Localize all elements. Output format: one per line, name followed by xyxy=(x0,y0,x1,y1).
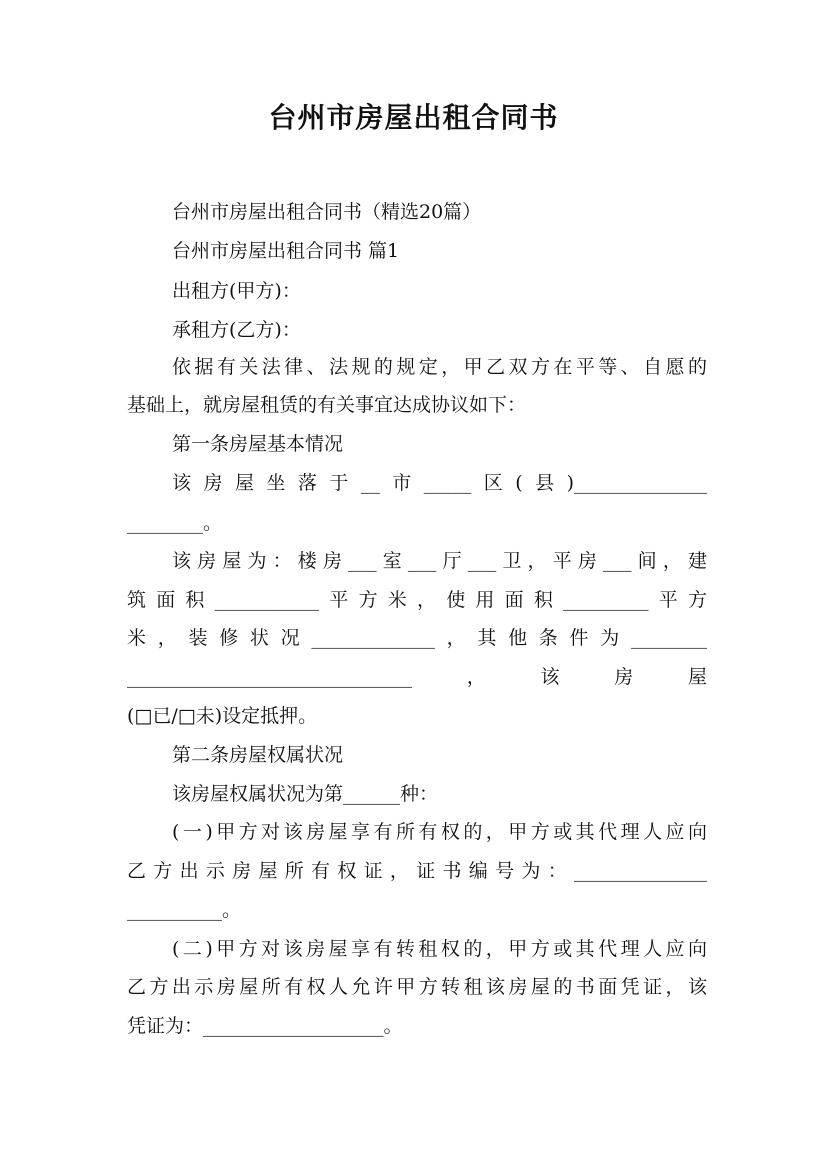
paragraph-line: 依据有关法律、法规的规定，甲乙双方在平等、自愿的 xyxy=(172,356,707,378)
paragraph-line: 米，装修状况_____________，其他条件为________ xyxy=(127,627,707,649)
paragraph-line: 筑面积___________平方米，使用面积_________平方 xyxy=(127,589,707,611)
paragraph-line: 该房屋坐落于__市_____区(县)______________ xyxy=(172,472,707,494)
paragraph-line: 该房屋权属状况为第______种： xyxy=(172,783,439,805)
paragraph-line: 该房屋为：楼房___室___厅___卫，平房___间，建 xyxy=(172,550,707,572)
section-heading: 台州市房屋出租合同书 篇1 xyxy=(172,240,400,262)
document-title: 台州市房屋出租合同书 xyxy=(268,101,559,134)
subtitle-line: 台州市房屋出租合同书（精选20篇） xyxy=(172,201,482,223)
lessee-line: 承租方(乙方)： xyxy=(172,319,301,341)
paragraph-line: 基础上，就房屋租赁的有关事宜达成协议如下： xyxy=(127,394,527,416)
paragraph-line: (□已/□未)设定抵押。 xyxy=(127,705,318,727)
article-heading: 第一条房屋基本情况 xyxy=(172,433,344,455)
paragraph-line: (二)甲方对该房屋享有转租权的，甲方或其代理人应向 xyxy=(172,938,707,960)
paragraph-line: ______________________________，该房屋 xyxy=(127,666,707,688)
paragraph-line: __________。 xyxy=(127,899,242,921)
lessor-line: 出租方(甲方)： xyxy=(172,280,301,302)
paragraph-line: ________。 xyxy=(127,512,223,534)
paragraph-line: 乙方出示房屋所有权人允许甲方转租该房屋的书面凭证，该 xyxy=(127,976,707,998)
article-heading: 第二条房屋权属状况 xyxy=(172,744,344,766)
paragraph-line: (一)甲方对该房屋享有所有权的，甲方或其代理人应向 xyxy=(172,821,707,843)
paragraph-line: 乙方出示房屋所有权证，证书编号为：______________ xyxy=(127,860,707,882)
paragraph-line: 凭证为：___________________。 xyxy=(127,1015,403,1037)
